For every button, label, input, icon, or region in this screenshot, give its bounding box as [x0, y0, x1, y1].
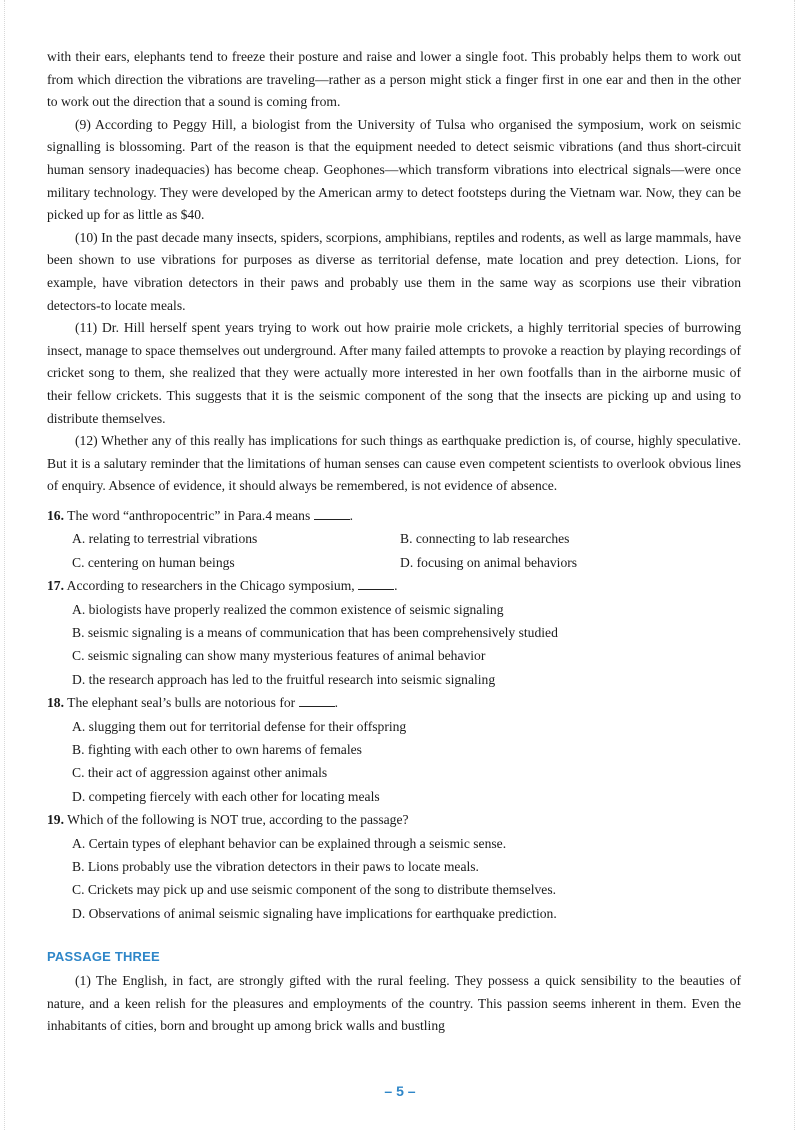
page-edge-right: [794, 0, 796, 1130]
question-number: 17.: [47, 578, 64, 594]
paragraph-9: (9) According to Peggy Hill, a biologist from the University of Tulsa who organised the symposium, work on seismic signalling is blossoming. Part of the reason is that the equipment needed to detect seismic vibrations (and thus short-circuit human sensory inadequacies) has become cheap. Geophones—which transform vibrations into electrical signals—were once military technology. They were developed by the American army to detect footsteps during the Vietnam war. Now, they can be picked up for as little as $40.: [47, 116, 741, 223]
question-stem: [47, 808, 741, 831]
question-text: The elephant seal’s bulls are notorious for: [67, 695, 296, 711]
question-text: Which of the following is NOT true, according to the passage?: [67, 812, 409, 828]
answer-blank: [299, 694, 335, 707]
option-a: A. relating to terrestrial vibrations: [72, 531, 258, 547]
option-b: B. seismic signaling is a means of communication that has been comprehensively studied: [72, 624, 558, 640]
question-text-end: .: [334, 695, 338, 711]
option-d: D. competing fiercely with each other for locating meals: [72, 788, 380, 804]
question-text-end: .: [394, 578, 398, 594]
question-text: The word “anthropocentric” in Para.4 means: [67, 507, 311, 523]
option-c: C. seismic signaling can show many mysterious features of animal behavior: [72, 648, 486, 664]
answer-blank: [358, 577, 394, 590]
options-grid: [72, 527, 741, 574]
question-stem: [47, 504, 741, 527]
option-c: C. centering on human beings: [72, 554, 235, 570]
question-stem: [47, 691, 741, 714]
paragraph-12: (12) Whether any of this really has implications for such things as earthquake prediction is, of course, highly speculative. But it is a salutary reminder that the limitations of human senses can cause even competent scientists to overlook obvious lines of enquiry. Absence of evidence, it should always be remembered, is not evidence of absence.: [47, 433, 741, 494]
paragraph-10: (10) In the past decade many insects, spiders, scorpions, amphibians, reptiles and rodents, as well as large mammals, have been shown to use vibrations for purposes as diverse as territorial defense, mate location and prey detection. Lions, for example, have vibration detectors in their paws and probably use them in the same way as scorpions use their vibration detectors-to locate meals.: [47, 229, 741, 313]
paragraph-11: (11) Dr. Hill herself spent years trying to work out how prairie mole crickets, a highly territorial species of burrowing insect, manage to space themselves out underground. After many failed attempts to provoke a reaction by playing recordings of cricket song to them, she realized that they were actually more interested in her own footfalls than in the airborne music of their fellow crickets. This suggests that it is the seismic component of the song that the insects are picking up and using to distribute themselves.: [47, 320, 741, 426]
page-edge-left: [4, 0, 6, 1130]
option-a: A. Certain types of elephant behavior can be explained through a seismic sense.: [72, 835, 507, 851]
question-number: 19.: [47, 812, 64, 828]
passage-three-paragraph-1: (1) The English, in fact, are strongly gifted with the rural feeling. They possess a quick sensibility to the beauties of nature, and a keen relish for the pleasures and employments of the country. This passion seems inherent in them. Even the inhabitants of cities, born and brought up among brick walls and bustling: [47, 973, 741, 1034]
option-b: B. connecting to lab researches: [400, 531, 570, 547]
question-number: 18.: [47, 695, 64, 711]
option-a: A. biologists have properly realized the common existence of seismic signaling: [72, 601, 504, 617]
option-b: B. fighting with each other to own harems of females: [72, 741, 362, 757]
question-19: [47, 808, 741, 925]
question-text-end: .: [349, 507, 354, 523]
paragraph-continuation: with their ears, elephants tend to freeze their posture and raise and lower a single foot. This probably helps them to work out from which direction the vibrations are traveling—rather as a person might stick a finger first in one ear and then in the other to work out the direction that a sound is coming from.: [47, 49, 741, 110]
option-d: D. Observations of animal seismic signaling have implications for earthquake prediction.: [72, 905, 557, 921]
section-heading: PASSAGE THREE: [47, 949, 160, 965]
option-a: A. slugging them out for territorial defense for their offspring: [72, 718, 407, 734]
option-c: C. Crickets may pick up and use seismic component of the song to distribute themselves.: [72, 882, 557, 898]
question-17: [47, 574, 741, 691]
question-18: [47, 691, 741, 808]
option-b: B. Lions probably use the vibration detectors in their paws to locate meals.: [72, 858, 479, 874]
question-number: 16.: [47, 507, 64, 523]
answer-blank: [314, 507, 350, 520]
option-d: D. the research approach has led to the fruitful research into seismic signaling: [72, 671, 496, 687]
question-text: According to researchers in the Chicago symposium,: [66, 578, 355, 594]
option-d: D. focusing on animal behaviors: [400, 554, 578, 570]
option-c: C. their act of aggression against other animals: [72, 765, 328, 781]
question-stem: [47, 574, 741, 597]
page-number: – 5 –: [384, 1083, 416, 1099]
page-content: [47, 46, 741, 1038]
question-16: [47, 504, 741, 574]
